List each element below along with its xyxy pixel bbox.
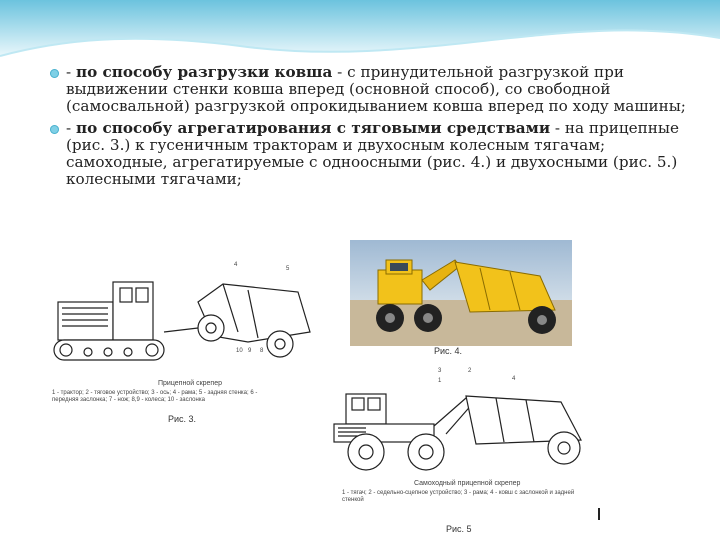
figure-4-self-propelled-scraper-photo bbox=[350, 240, 572, 358]
bullet-prefix: - bbox=[66, 118, 76, 137]
bullet-text: - на прицепные (рис. 3.) к гусеничным тракторам и двухосным колесным тягачам; самоходные, агрегатируемые с одноосными (рис. 4.) и двухосными (рис. 5.) колесными тягачами; bbox=[66, 118, 679, 189]
callout-number: 8 bbox=[260, 348, 264, 354]
bullet-text: - с принудительной разгрузкой при выдвижении стенки ковша вперед (основной способ), со свободной (самосвальной) разгрузкой опрокидыванием ковша вперед по ходу машины; bbox=[66, 63, 686, 116]
callout-number: 4 bbox=[512, 376, 516, 382]
callout-number: 10 bbox=[236, 348, 243, 354]
trailed-scraper-drawing bbox=[48, 262, 320, 382]
bullet-icon bbox=[50, 125, 59, 134]
figure-legend: 1 - трактор; 2 - тяговое устройство; 3 - ось; 4 - рама; 5 - задняя стенка; 6 - передняя заслонка; 7 - нож; 8,9 - колеса; 10 - заслонка bbox=[52, 390, 258, 403]
callout-number: 4 bbox=[234, 262, 238, 268]
bullet-heading: по способу разгрузки ковша bbox=[75, 63, 333, 81]
bullet-list bbox=[50, 64, 690, 192]
self-propelled-scraper-drawing bbox=[326, 368, 604, 478]
figure-caption: Рис. 3. bbox=[168, 414, 197, 424]
bullet-item bbox=[50, 64, 690, 116]
figure-3-trailed-scraper bbox=[48, 262, 320, 430]
callout-number: 5 bbox=[286, 266, 290, 272]
callout-number: 9 bbox=[248, 348, 252, 354]
figure-caption: Рис. 4. bbox=[434, 346, 463, 356]
figure-legend: 1 - тягач; 2 - седельно-сцепное устройство; 3 - рама; 4 - ковш с заслонкой и задней стенкой bbox=[342, 490, 575, 503]
figure-title: Прицепной скрепер bbox=[158, 380, 222, 387]
vertical-mark bbox=[598, 508, 600, 520]
figure-5-self-propelled-scraper bbox=[326, 368, 604, 538]
scraper-photo bbox=[350, 240, 572, 346]
bullet-icon bbox=[50, 69, 59, 78]
callout-number: 2 bbox=[468, 368, 472, 374]
bullet-item bbox=[50, 120, 690, 189]
callout-number: 1 bbox=[438, 378, 442, 384]
callout-number: 3 bbox=[438, 368, 442, 374]
bullet-prefix: - bbox=[66, 63, 76, 81]
figure-caption: Рис. 5 bbox=[446, 524, 472, 534]
figure-title: Самоходный прицепной скрепер bbox=[414, 480, 521, 487]
bullet-heading: по способу агрегатирования с тяговыми средствами bbox=[75, 118, 551, 137]
